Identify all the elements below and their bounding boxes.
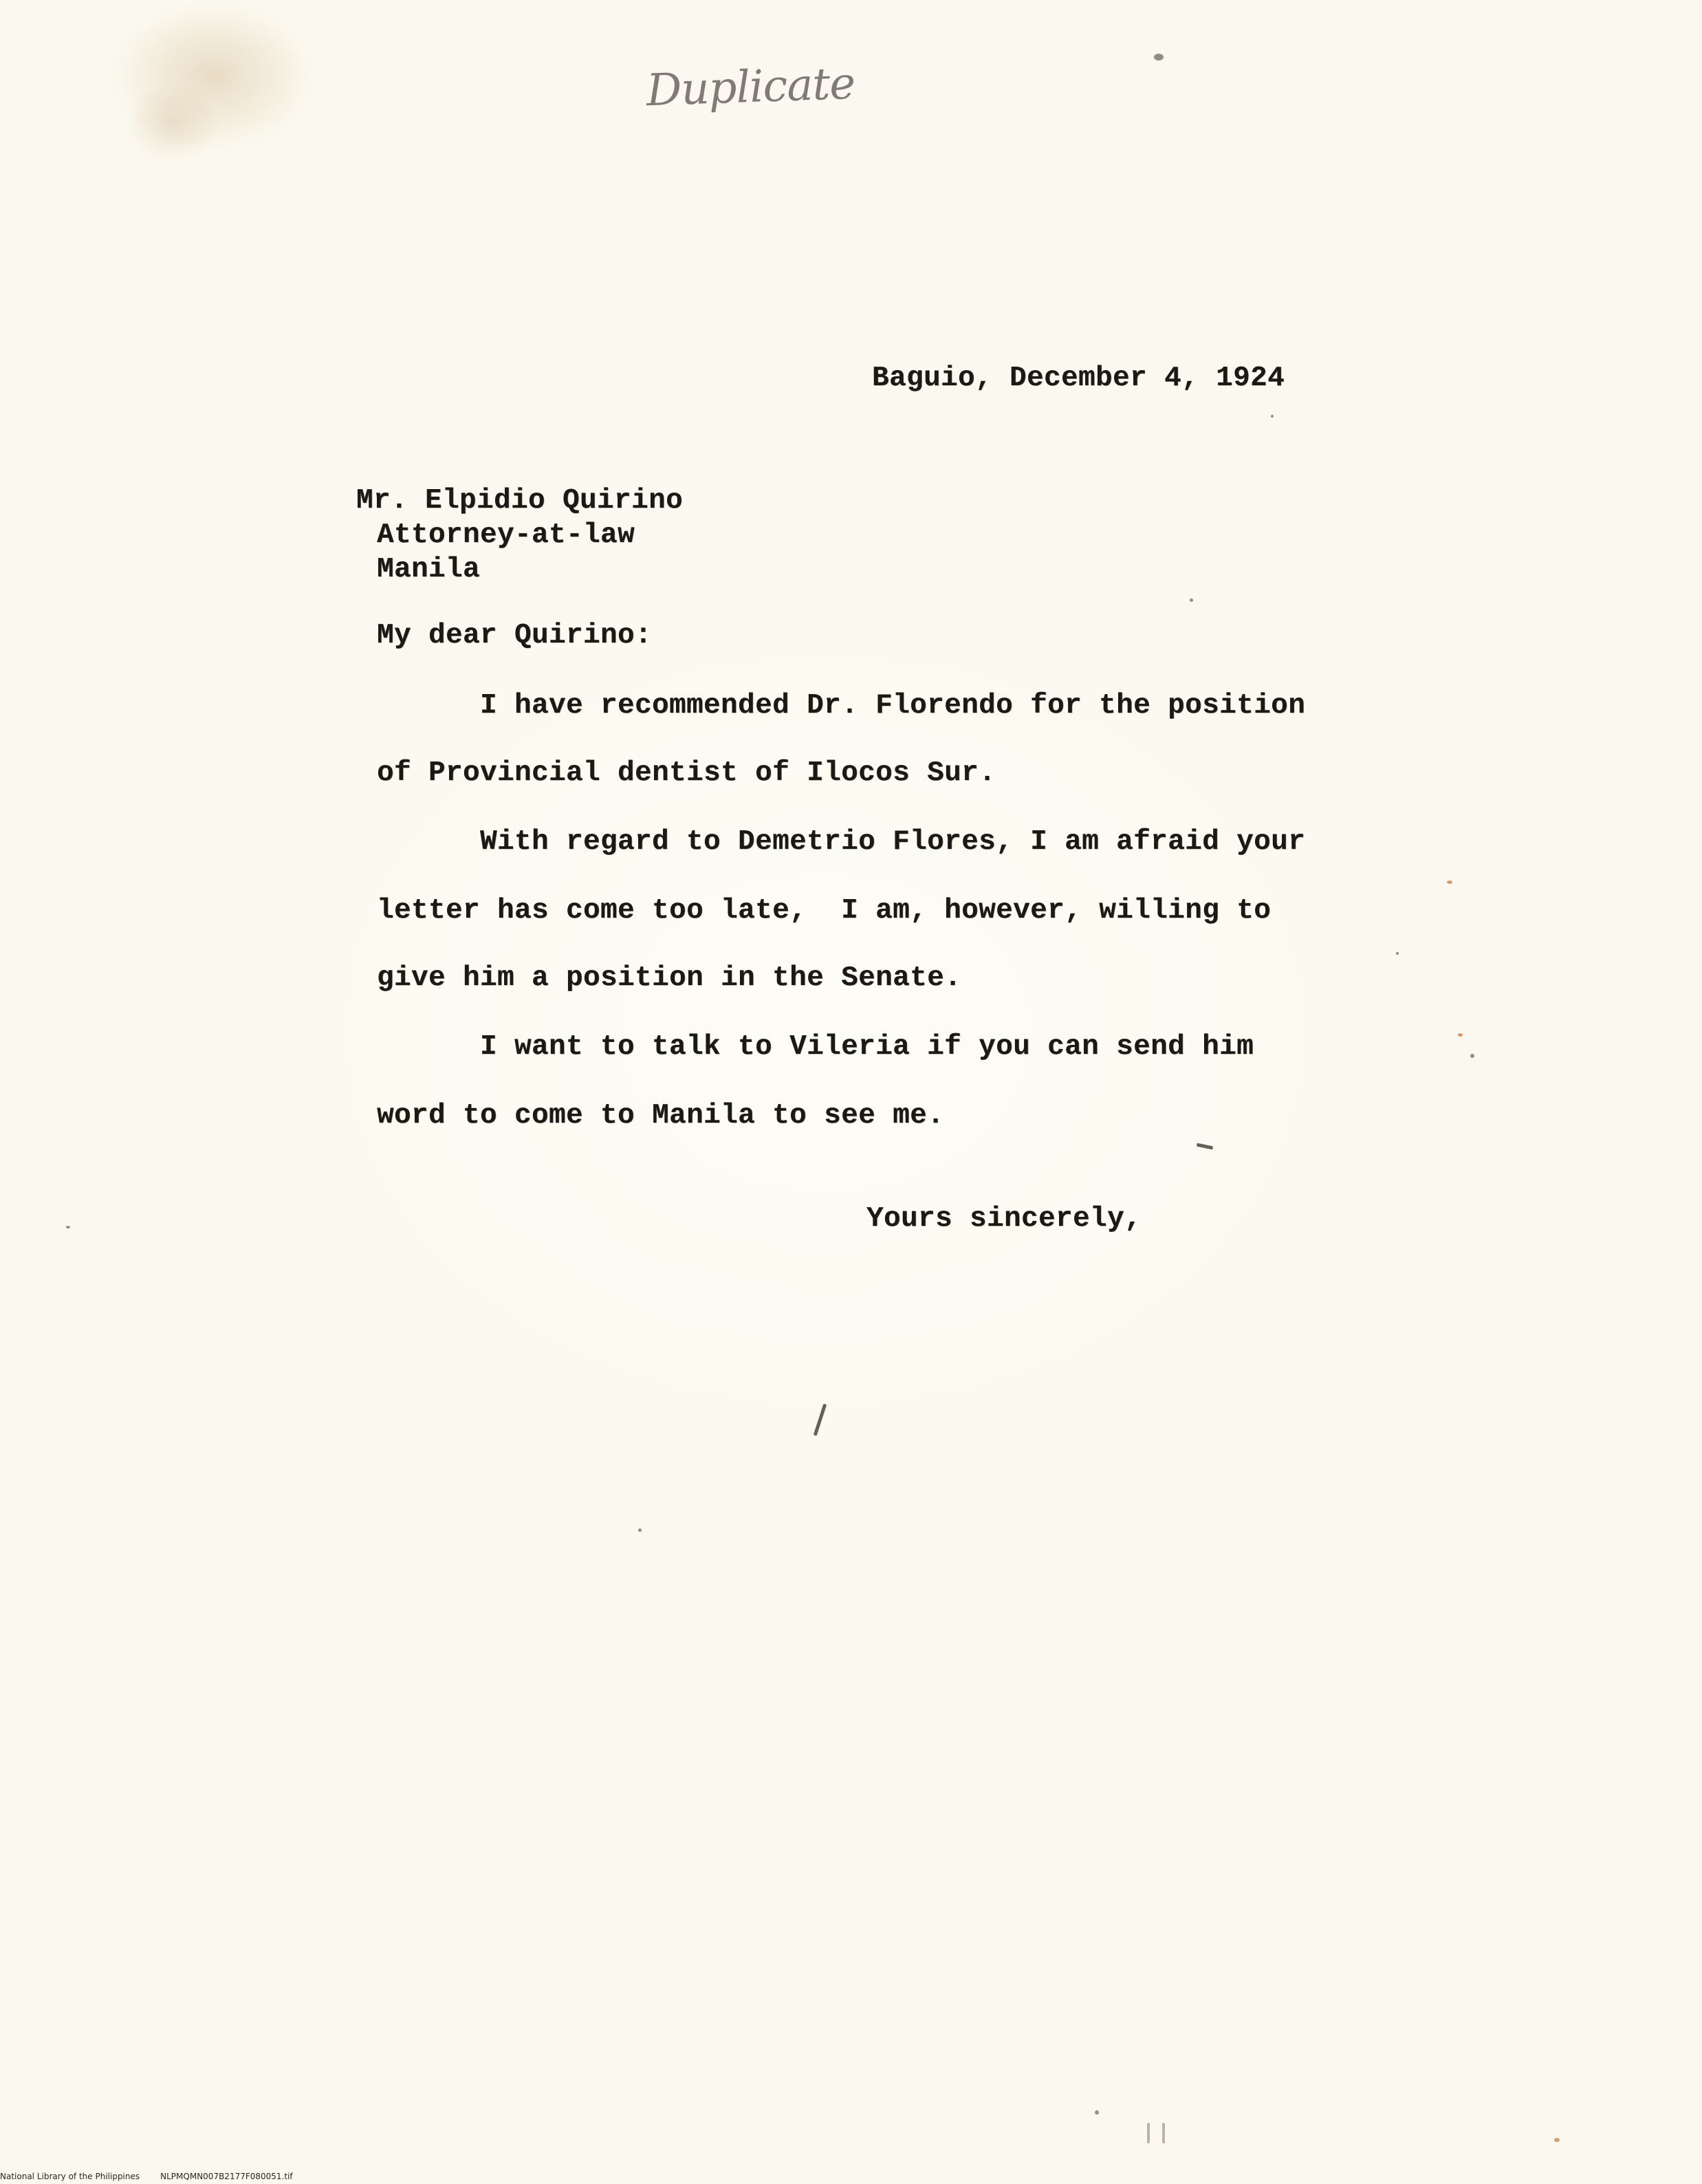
recipient-title: Attorney-at-law — [377, 519, 635, 551]
scan-stroke — [1147, 2123, 1150, 2143]
scan-speck — [638, 1528, 642, 1532]
body-line: of Provincial dentist of Ilocos Sur. — [377, 757, 996, 789]
scan-stroke — [1162, 2123, 1165, 2143]
scan-speck — [1554, 2138, 1560, 2142]
footer-library: National Library of the Philippines — [0, 2172, 140, 2181]
scan-stroke — [1197, 1143, 1214, 1150]
recipient-name: Mr. Elpidio Quirino — [356, 485, 684, 517]
scan-speck — [1470, 1054, 1474, 1058]
body-line: letter has come too late, I am, however, willing to — [377, 895, 1272, 927]
scan-speck — [66, 1226, 70, 1229]
scan-stroke — [814, 1403, 827, 1436]
scan-speck — [1154, 54, 1164, 61]
handwritten-annotation: Duplicate — [645, 58, 856, 117]
closing: Yours sincerely, — [866, 1203, 1142, 1235]
scan-speck — [1447, 880, 1452, 884]
scan-speck — [1396, 952, 1399, 955]
salutation: My dear Quirino: — [377, 620, 653, 651]
scan-speck — [1190, 598, 1193, 602]
body-line: word to come to Manila to see me. — [377, 1100, 945, 1132]
body-line: I have recommended Dr. Florendo for the position — [480, 690, 1306, 722]
scan-speck — [1095, 2110, 1099, 2115]
recipient-city: Manila — [377, 554, 481, 585]
scan-speck — [1458, 1033, 1463, 1037]
scan-speck — [1271, 415, 1274, 418]
footer-file-id: NLPMQMN007B2177F080051.tif — [160, 2172, 293, 2181]
body-line: give him a position in the Senate. — [377, 962, 962, 994]
archive-footer — [0, 2172, 293, 2181]
place-date: Baguio, December 4, 1924 — [872, 363, 1285, 394]
body-line: With regard to Demetrio Flores, I am afraid your — [480, 826, 1306, 858]
body-line: I want to talk to Vileria if you can send him — [480, 1031, 1254, 1063]
